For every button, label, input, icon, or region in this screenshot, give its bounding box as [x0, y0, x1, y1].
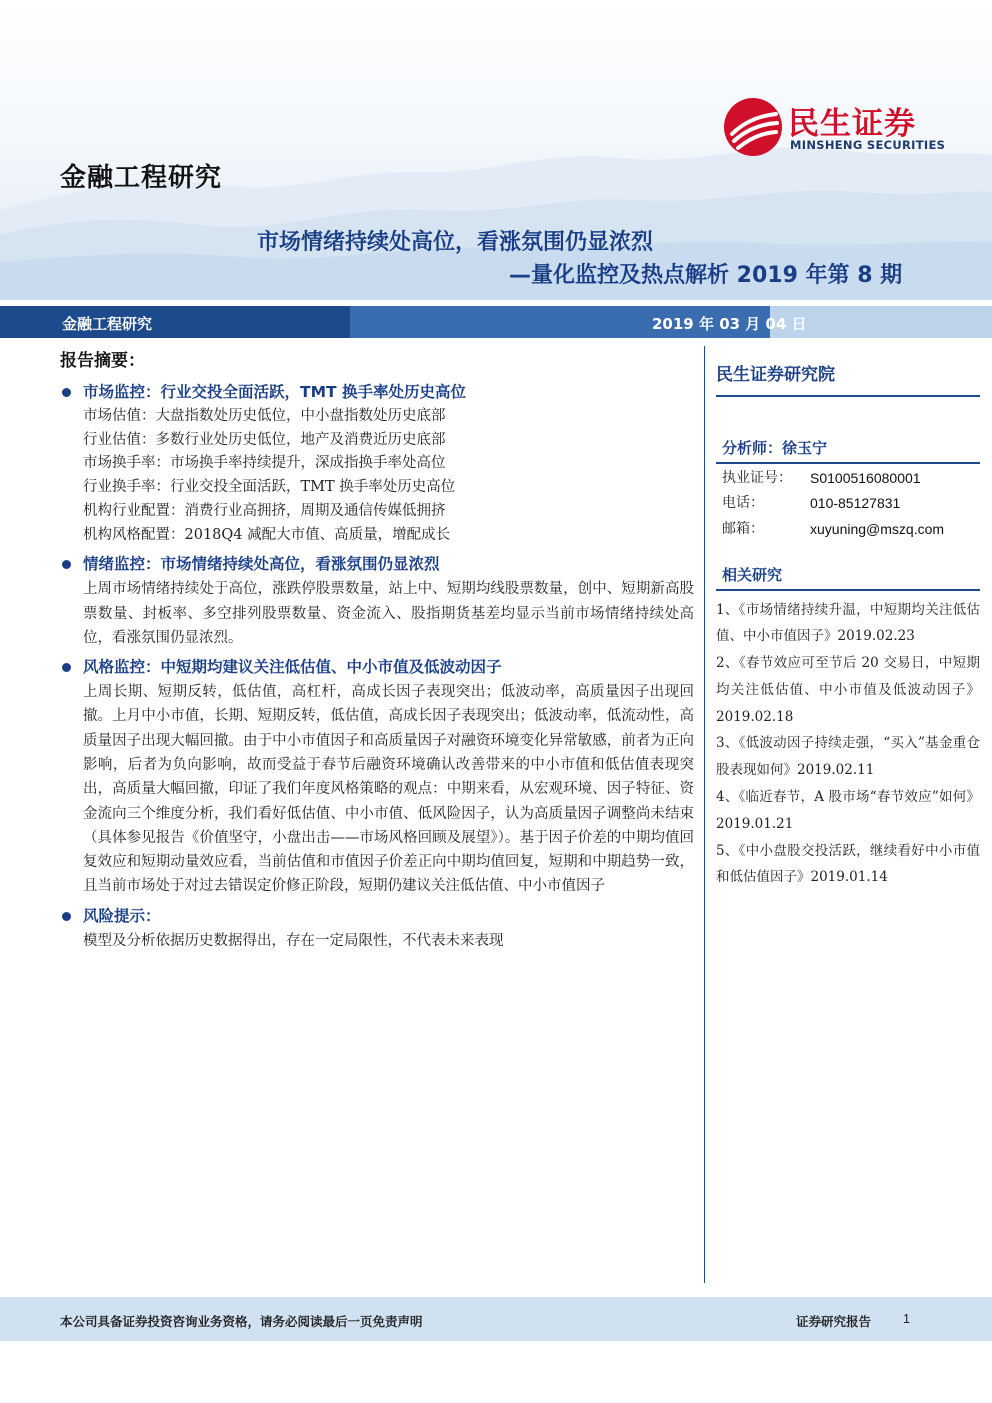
related-item: 1、《市场情绪持续升温，中短期均关注低估值、中小市值因子》2019.02.23	[716, 601, 980, 645]
band-department: 金融工程研究	[62, 315, 153, 333]
related-research	[716, 564, 980, 891]
email-link[interactable]: xuyuning@mszq.com	[810, 520, 945, 537]
section-heading: 市场监控：行业交投全面活跃，TMT 换手率处历史高位	[58, 379, 694, 405]
list-item: 机构风格配置：2018Q4 减配大市值、高质量，增配成长	[83, 526, 451, 543]
bullet-icon	[62, 388, 71, 397]
divider	[716, 589, 980, 591]
list-item: 行业换手率：行业交投全面活跃，TMT 换手率处历史高位	[83, 479, 456, 496]
company-logo	[722, 96, 952, 156]
bullet-icon	[62, 560, 71, 569]
related-item: 3、《低波动因子持续走强，“买入”基金重仓股表现如何》2019.02.11	[716, 735, 980, 779]
section-paragraph: 模型及分析依据历史数据得出，存在一定局限性，不代表未来表现	[83, 932, 504, 949]
disclaimer-text: 本公司具备证券投资咨询业务资格，请务必阅读最后一页免责声明	[60, 1314, 423, 1329]
section-lines	[58, 405, 694, 547]
section-paragraph: 上周市场情绪持续处于高位，涨跌停股票数量，站上中、短期均线股票数量，创中、短期新高股票数量、封板率、多空排列股票数量、资金流入、股指期货基差均显示当前市场情绪持续处高位，看涨氛围仍显浓烈。	[83, 581, 694, 646]
list-item: 市场换手率：市场换手率持续提升，深成指换手率处高位	[83, 455, 446, 472]
report-date: 2019 年 03 月 04 日	[652, 315, 807, 333]
info-row-phone: 电话： 010-85127831	[722, 495, 901, 511]
section-paragraph: 上周长期、短期反转，低估值，高杠杆，高成长因子表现突出；低波动率，高质量因子出现回撤。上月中小市值，长期、短期反转，低估值，高成长因子表现突出；低波动率，低流动性，高质量因子出现大幅回撤。由于中小市值因子和高质量因子对融资环境变化异常敏感，前者为正向影响，后者为负向影响，故而受益于春节后融资环境确认改善带来的中小市值和低估值表现突出，高质量大幅回撤，印证了我们年度风格策略的观点：中期来看，从宏观环境、因子特征、资金流向三个维度分析，我们看好低估值、中小市值、低风险因子，认为高质量因子调整尚未结束（具体参见报告《价值坚守，小盘出击——市场风格回顾及展望》）。基于因子价差的中期均值回复效应和短期动量效应看，当前估值和市值因子价差正向中期均值回复，短期和中期趋势一致，且当前市场处于对过去错误定价修正阶段，短期仍建议关注低估值、中小市值因子	[83, 684, 694, 895]
section-heading: 风格监控：中短期均建议关注低估值、中小市值及低波动因子	[58, 654, 694, 680]
section-heading: 风险提示：	[58, 903, 694, 929]
column-divider	[704, 346, 705, 1283]
section-sentiment-monitor	[58, 551, 694, 650]
logo-emblem-icon	[722, 96, 784, 158]
section-market-monitor	[58, 379, 694, 547]
report-summary	[58, 346, 694, 957]
report-title: 市场情绪持续处高位，看涨氛围仍显浓烈	[257, 230, 654, 255]
list-item: 市场估值：大盘指数处历史低位，中小盘指数处历史底部	[83, 408, 446, 424]
page-number: 1	[903, 1312, 910, 1326]
section-heading: 情绪监控：市场情绪持续处高位，看涨氛围仍显浓烈	[58, 551, 694, 577]
list-item: 行业估值：多数行业处历史低位，地产及消费近历史底部	[83, 431, 446, 448]
related-item: 2、《春节效应可至节后 20 交易日，中短期均关注低估值、中小市值及低波动因子》2019.02.18	[716, 655, 980, 725]
summary-heading: 报告摘要：	[60, 351, 145, 371]
divider	[716, 462, 980, 464]
report-subtitle: —量化监控及热点解析 2019 年第 8 期	[509, 263, 903, 288]
analyst-label: 分析师：徐玉宁	[722, 439, 828, 457]
department-title: 金融工程研究	[60, 163, 223, 193]
analyst-block	[716, 437, 980, 542]
related-item: 4、《临近春节，A 股市场“春节效应”如何》2019.01.21	[716, 789, 980, 832]
related-item: 5、《中小盘股交投活跃，继续看好中小市值和低估值因子》2019.01.14	[716, 842, 980, 886]
institute-name: 民生证券研究院	[716, 365, 835, 385]
bullet-icon	[62, 663, 71, 672]
section-risk-warning	[58, 903, 694, 953]
related-heading: 相关研究	[722, 566, 783, 584]
report-type: 证券研究报告	[796, 1314, 872, 1329]
section-style-monitor	[58, 654, 694, 899]
info-row-email: 邮箱： xuyuning@mszq.com	[716, 517, 980, 543]
sidebar	[716, 346, 980, 891]
bullet-icon	[62, 912, 71, 921]
divider	[716, 395, 980, 397]
info-row-license: 执业证号： S0100516080001	[722, 469, 921, 486]
page-footer	[0, 1297, 992, 1341]
logo-text-cn: 民生证券	[788, 106, 916, 142]
list-item: 机构行业配置：消费行业高拥挤，周期及通信传媒低拥挤	[83, 502, 446, 519]
logo-text-en: MINSHENG SECURITIES	[790, 138, 946, 152]
info-band	[0, 306, 992, 338]
